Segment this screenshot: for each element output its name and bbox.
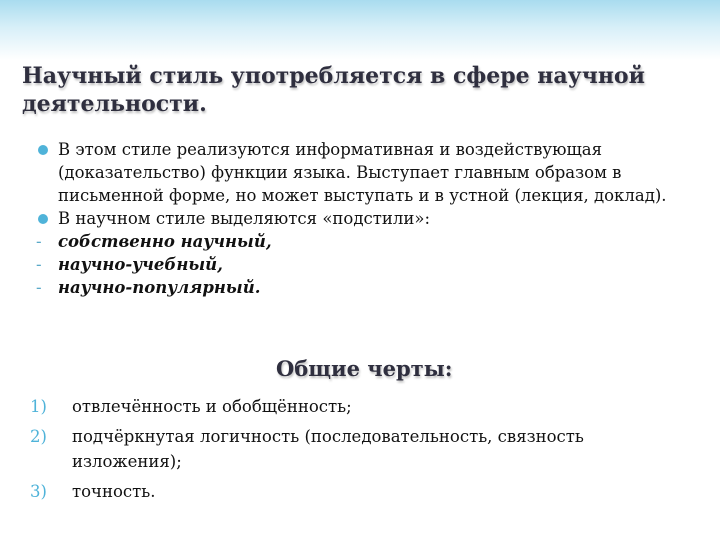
substyle-text: научно-учебный,	[58, 255, 223, 274]
feature-text: точность.	[72, 482, 156, 501]
dash-marker: -	[36, 232, 42, 251]
substyle-item	[36, 276, 696, 299]
features-list	[30, 394, 690, 509]
subheading: Общие черты:	[276, 356, 453, 381]
feature-number: 2)	[30, 427, 47, 446]
feature-item	[30, 394, 690, 419]
substyle-text: собственно научный,	[58, 232, 272, 251]
dash-marker: -	[36, 278, 42, 297]
header-gradient-band	[0, 0, 720, 60]
bullet-item	[36, 207, 696, 230]
feature-text: подчёркнутая логичность (последовательность, связность изложения);	[72, 427, 584, 471]
bullet-dot-icon	[38, 214, 48, 224]
feature-item	[30, 479, 690, 504]
slide-title: Научный стиль употребляется в сфере научной деятельности.	[22, 63, 645, 117]
bullet-list	[36, 138, 696, 299]
bullet-item	[36, 138, 696, 207]
dash-marker: -	[36, 255, 42, 274]
bullet-text: В научном стиле выделяются «подстили»:	[58, 209, 430, 228]
bullet-text: В этом стиле реализуются информативная и воздействующая (доказательство) функции языка. Выступает главным образом в письменной форме, но может выступать и в устной (лекция, доклад).	[58, 140, 667, 205]
feature-number: 3)	[30, 482, 47, 501]
bullet-dot-icon	[38, 145, 48, 155]
feature-number: 1)	[30, 397, 47, 416]
substyle-item	[36, 253, 696, 276]
feature-item	[30, 424, 690, 474]
feature-text: отвлечённость и обобщённость;	[72, 397, 352, 416]
substyle-text: научно-популярный.	[58, 278, 261, 297]
substyle-item	[36, 230, 696, 253]
